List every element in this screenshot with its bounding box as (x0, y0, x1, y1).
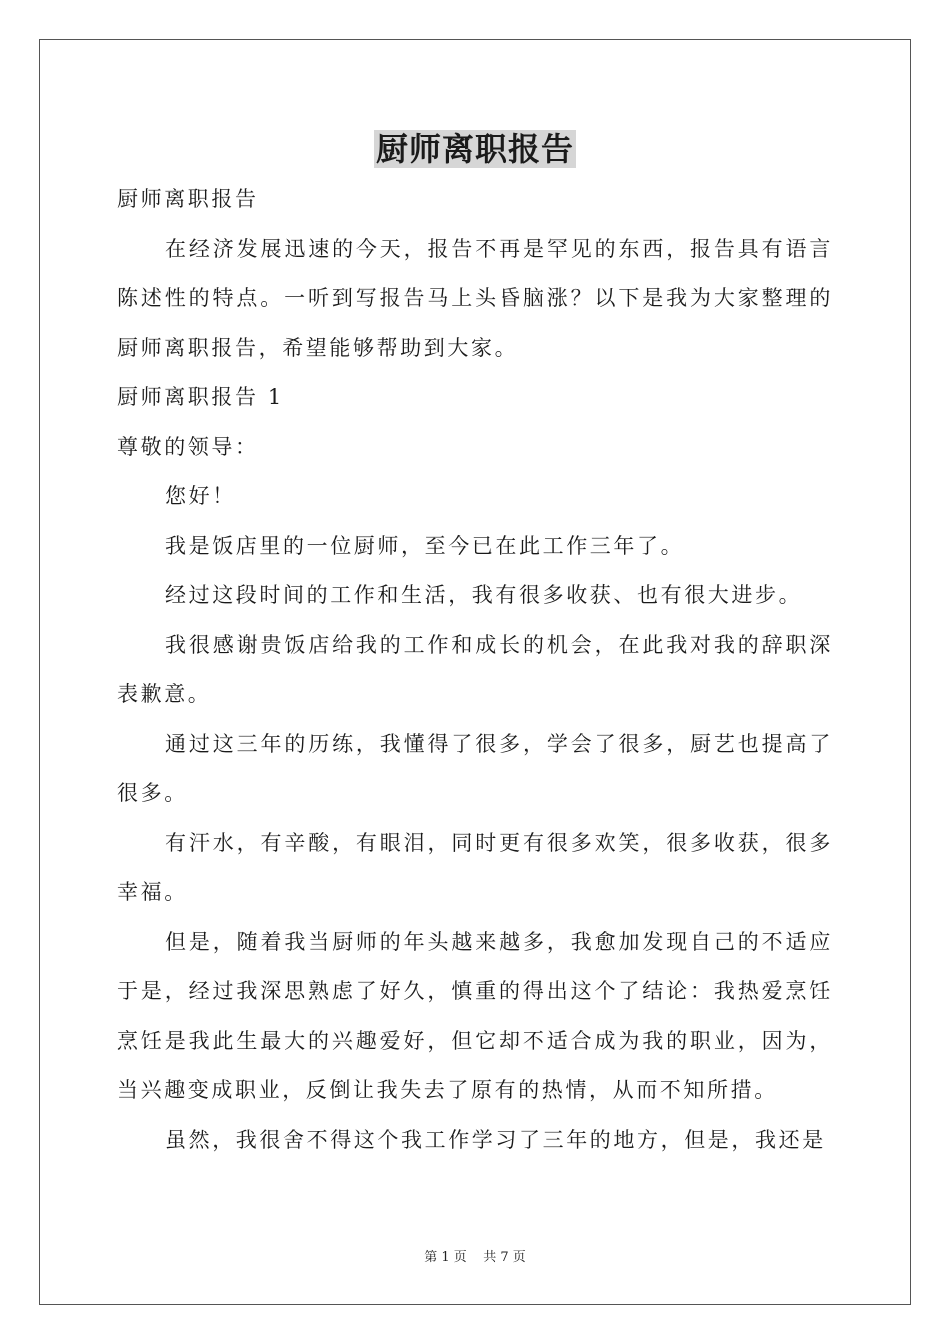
paragraph: 在经济发展迅速的今天，报告不再是罕见的东西，报告具有语言陈述性的特点。一听到写报告马上头昏脑涨？以下是我为大家整理的厨师离职报告，希望能够帮助到大家。 (117, 236, 833, 360)
paragraph: 尊敬的领导： (117, 434, 259, 459)
paragraph: 您好！ (165, 484, 236, 508)
paragraph: 厨师离职报告 1 (117, 385, 284, 409)
page-footer: 第 1 页 共 7 页 (424, 1250, 526, 1265)
paragraph: 我是饭店里的一位厨师，至今已在此工作三年了。 (165, 533, 685, 558)
document-title (0, 124, 950, 174)
document-title-text: 厨师离职报告 (375, 130, 574, 168)
document-body (117, 175, 833, 1165)
paragraph: 经过这段时间的工作和生活，我有很多收获、也有很大进步。 (165, 583, 803, 607)
paragraph: 有汗水，有辛酸，有眼泪，同时更有很多欢笑，很多收获，很多幸福。 (117, 830, 833, 904)
paragraph: 通过这三年的历练，我懂得了很多，学会了很多，厨艺也提高了很多。 (117, 731, 833, 805)
paragraph: 但是，随着我当厨师的年头越来越多，我愈加发现自己的不适应于是，经过我深思熟虑了好久，慎重的得出这个了结论：我热爱烹饪烹饪是我此生最大的兴趣爱好，但它却不适合成为我的职业，因为，当兴趣变成职业，反倒让我失去了原有的热情，从而不知所措。 (117, 929, 833, 1102)
paragraph: 厨师离职报告 (117, 187, 259, 211)
paragraph: 我很感谢贵饭店给我的工作和成长的机会，在此我对我的辞职深表歉意。 (117, 632, 833, 706)
paragraph: 虽然，我很舍不得这个我工作学习了三年的地方，但是，我还是 (165, 1127, 826, 1152)
